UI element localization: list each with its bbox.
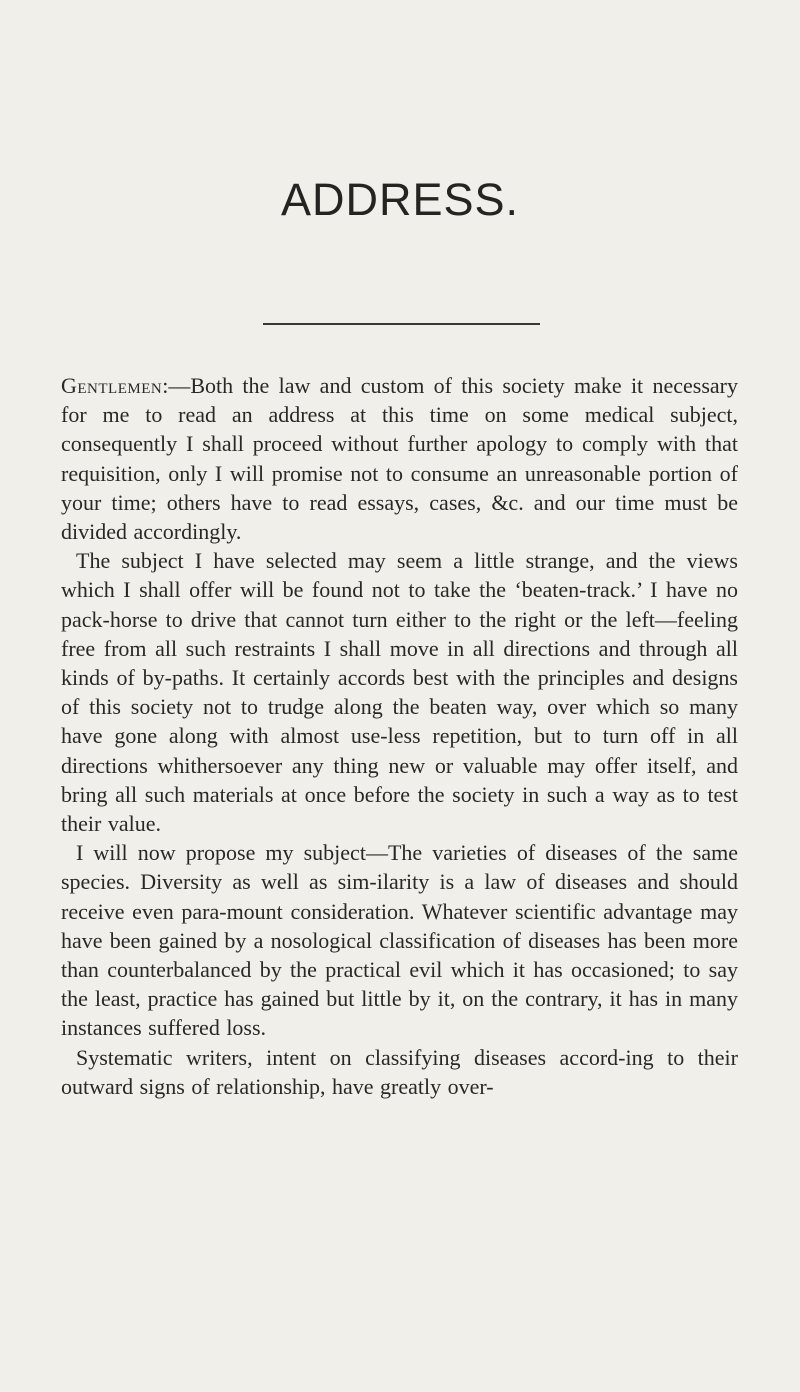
paragraph-2: The subject I have selected may seem a little strange, and the views which I shall offer will be found not to take the ‘beaten-track.’ I have no pack-horse to drive that cannot turn either to the right or the left—feeling free from all such restraints I shall move in all directions and through all kinds of by-paths. It certainly accords best with the principles and designs of this society not to trudge along the beaten way, over which so many have gone along with almost use-less repetition, but to turn off in all directions whithersoever any thing new or valuable may offer itself, and bring all such materials at once before the society in such a way as to test their value.	[61, 548, 738, 837]
paragraph-3: I will now propose my subject—The varieties of diseases of the same species. Diversity as well as sim-ilarity is a law of diseases and should receive even para-mount consideration. Whatever scientific advantage may have been gained by a nosological classification of diseases has been more than counterbalanced by the practical evil which it has occasioned; to say the least, practice has gained but little by it, on the contrary, it has in many instances suffered loss.	[61, 840, 738, 1041]
paragraph-1-text: :—Both the law and custom of this society make it necessary for me to read an address at this time on some medical subject, consequently I shall proceed without further apology to comply with that requisition, only I will promise not to consume an unreasonable portion of your time; others have to read essays, cases, &c. and our time must be divided accordingly.	[61, 373, 738, 545]
paragraph-1	[61, 371, 738, 546]
salutation: Gentlemen	[61, 373, 163, 398]
paragraph-4: Systematic writers, intent on classifying diseases accord-ing to their outward signs of relationship, have greatly over-	[61, 1044, 738, 1099]
document-title: ADDRESS.	[280, 174, 520, 225]
title-divider	[263, 323, 540, 325]
body-text	[61, 371, 738, 1101]
